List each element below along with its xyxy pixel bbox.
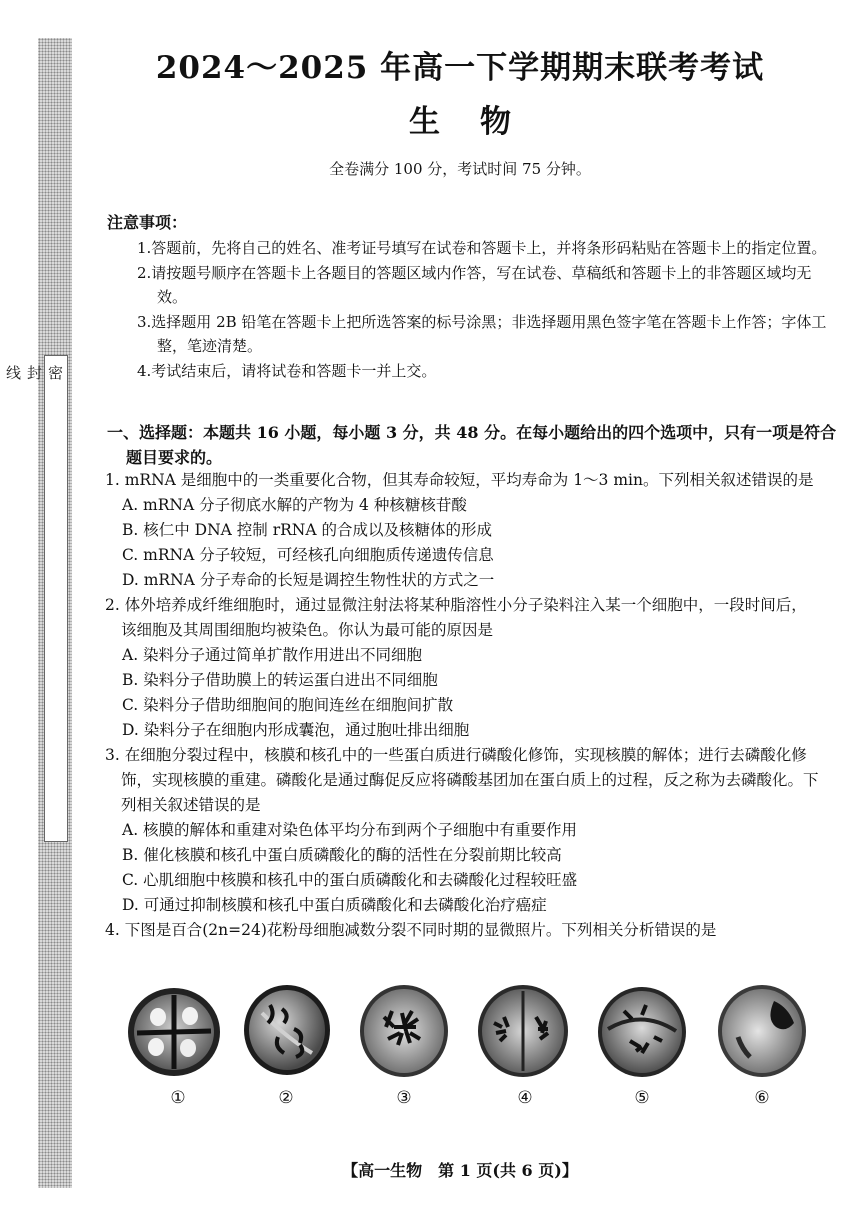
figure-label-2: ② xyxy=(278,1088,294,1108)
option-a: A. 核膜的解体和重建对染色体平均分布到两个子细胞中有重要作用 xyxy=(122,821,578,839)
option-b: B. 核仁中 DNA 控制 rRNA 的合成以及核糖体的形成 xyxy=(122,521,492,539)
option-b: B. 染料分子借助膜上的转运蛋白进出不同细胞 xyxy=(122,671,438,689)
subject-title: 生物 xyxy=(409,104,551,140)
exam-meta: 全卷满分 100 分，考试时间 75 分钟。 xyxy=(329,160,591,178)
question-stem: 4. 下图是百合(2n=24)花粉母细胞减数分裂不同时期的显微照片。下列相关分析错误的是 xyxy=(105,921,717,939)
figure-label-3: ③ xyxy=(396,1088,412,1108)
option-c: C. 心肌细胞中核膜和核孔中的蛋白质磷酸化和去磷酸化过程较旺盛 xyxy=(122,871,578,889)
notice-item: 4.考试结束后，请将试卷和答题卡一并上交。 xyxy=(137,361,437,380)
figure-label-6: ⑥ xyxy=(754,1088,770,1108)
question-stem: 2. 体外培养成纤维细胞时，通过显微注射法将某种脂溶性小分子染料注入某一个细胞中，一段时间后，该细胞及其周围细胞均被染色。你认为最可能的原因是 xyxy=(105,596,807,639)
micrograph-3 xyxy=(358,983,450,1079)
option-d: D. 可通过抑制核膜和核孔中蛋白质磷酸化和去磷酸化治疗癌症 xyxy=(122,896,547,914)
binding-char xyxy=(0,365,3,403)
micrograph-2 xyxy=(242,983,332,1077)
option-b: B. 催化核膜和核孔中蛋白质磷酸化的酶的活性在分裂前期比较高 xyxy=(122,846,562,864)
option-d: D. mRNA 分子寿命的长短是调控生物性状的方式之一 xyxy=(122,571,495,589)
notice-item: 3.选择题用 2B 铅笔在答题卡上把所选答案的标号涂黑；非选择题用黑色签字笔在答题卡上作答；字体工整，笔迹清楚。 xyxy=(137,312,827,355)
section-heading: 一、选择题：本题共 16 小题，每小题 3 分，共 48 分。在每小题给出的四个选项中，只有一项是符合题目要求的。 xyxy=(107,423,837,467)
binding-char: 线 xyxy=(4,365,22,403)
option-d: D. 染料分子在细胞内形成囊泡，通过胞吐排出细胞 xyxy=(122,721,470,739)
question-3 xyxy=(105,743,819,918)
notice-heading: 注意事项： xyxy=(107,213,188,232)
notice-item: 1.答题前，先将自己的姓名、准考证号填写在试卷和答题卡上，并将条形码粘贴在答题卡上的指定位置。 xyxy=(137,239,827,257)
notice-item: 2.请按题号顺序在答题卡上各题目的答题区域内作答，写在试卷、草稿纸和答题卡上的非答题区域均无效。 xyxy=(137,263,812,306)
option-a: A. mRNA 分子彻底水解的产物为 4 种核糖核苷酸 xyxy=(122,496,467,514)
option-c: C. 染料分子借助细胞间的胞间连丝在细胞间扩散 xyxy=(122,696,454,714)
option-a: A. 染料分子通过简单扩散作用进出不同细胞 xyxy=(122,646,423,664)
page-footer: 【高一生物 第 1 页(共 6 页)】 xyxy=(342,1161,578,1180)
micrograph-6 xyxy=(716,983,808,1079)
question-1 xyxy=(105,468,819,593)
micrograph-5 xyxy=(596,985,688,1079)
option-c: C. mRNA 分子较短，可经核孔向细胞质传递遗传信息 xyxy=(122,546,494,564)
micrograph-1 xyxy=(125,983,223,1081)
question-4 xyxy=(105,918,819,943)
binding-label-box xyxy=(44,355,68,842)
binding-notice xyxy=(4,365,66,403)
binding-char: 密 xyxy=(46,365,64,403)
question-area xyxy=(105,468,819,943)
question-2 xyxy=(105,593,819,743)
figure-label-1: ① xyxy=(170,1088,186,1108)
exam-title: 2024～2025 年高一下学期期末联考考试 xyxy=(155,50,765,86)
question-stem: 1. mRNA 是细胞中的一类重要化合物，但其寿命较短，平均寿命为 1～3 min。下列相关叙述错误的是 xyxy=(105,471,814,489)
notice-list xyxy=(137,236,827,383)
question-stem: 3. 在细胞分裂过程中，核膜和核孔中的一些蛋白质进行磷酸化修饰，实现核膜的解体；进行去磷酸化修饰，实现核膜的重建。磷酸化是通过酶促反应将磷酸基团加在蛋白质上的过程，反之称为去磷酸化。下列相关叙述错误的是 xyxy=(105,746,819,814)
binding-char: 封 xyxy=(25,365,43,403)
micrograph-4 xyxy=(476,983,570,1079)
figure-label-4: ④ xyxy=(517,1088,533,1108)
figure-label-5: ⑤ xyxy=(634,1088,650,1108)
